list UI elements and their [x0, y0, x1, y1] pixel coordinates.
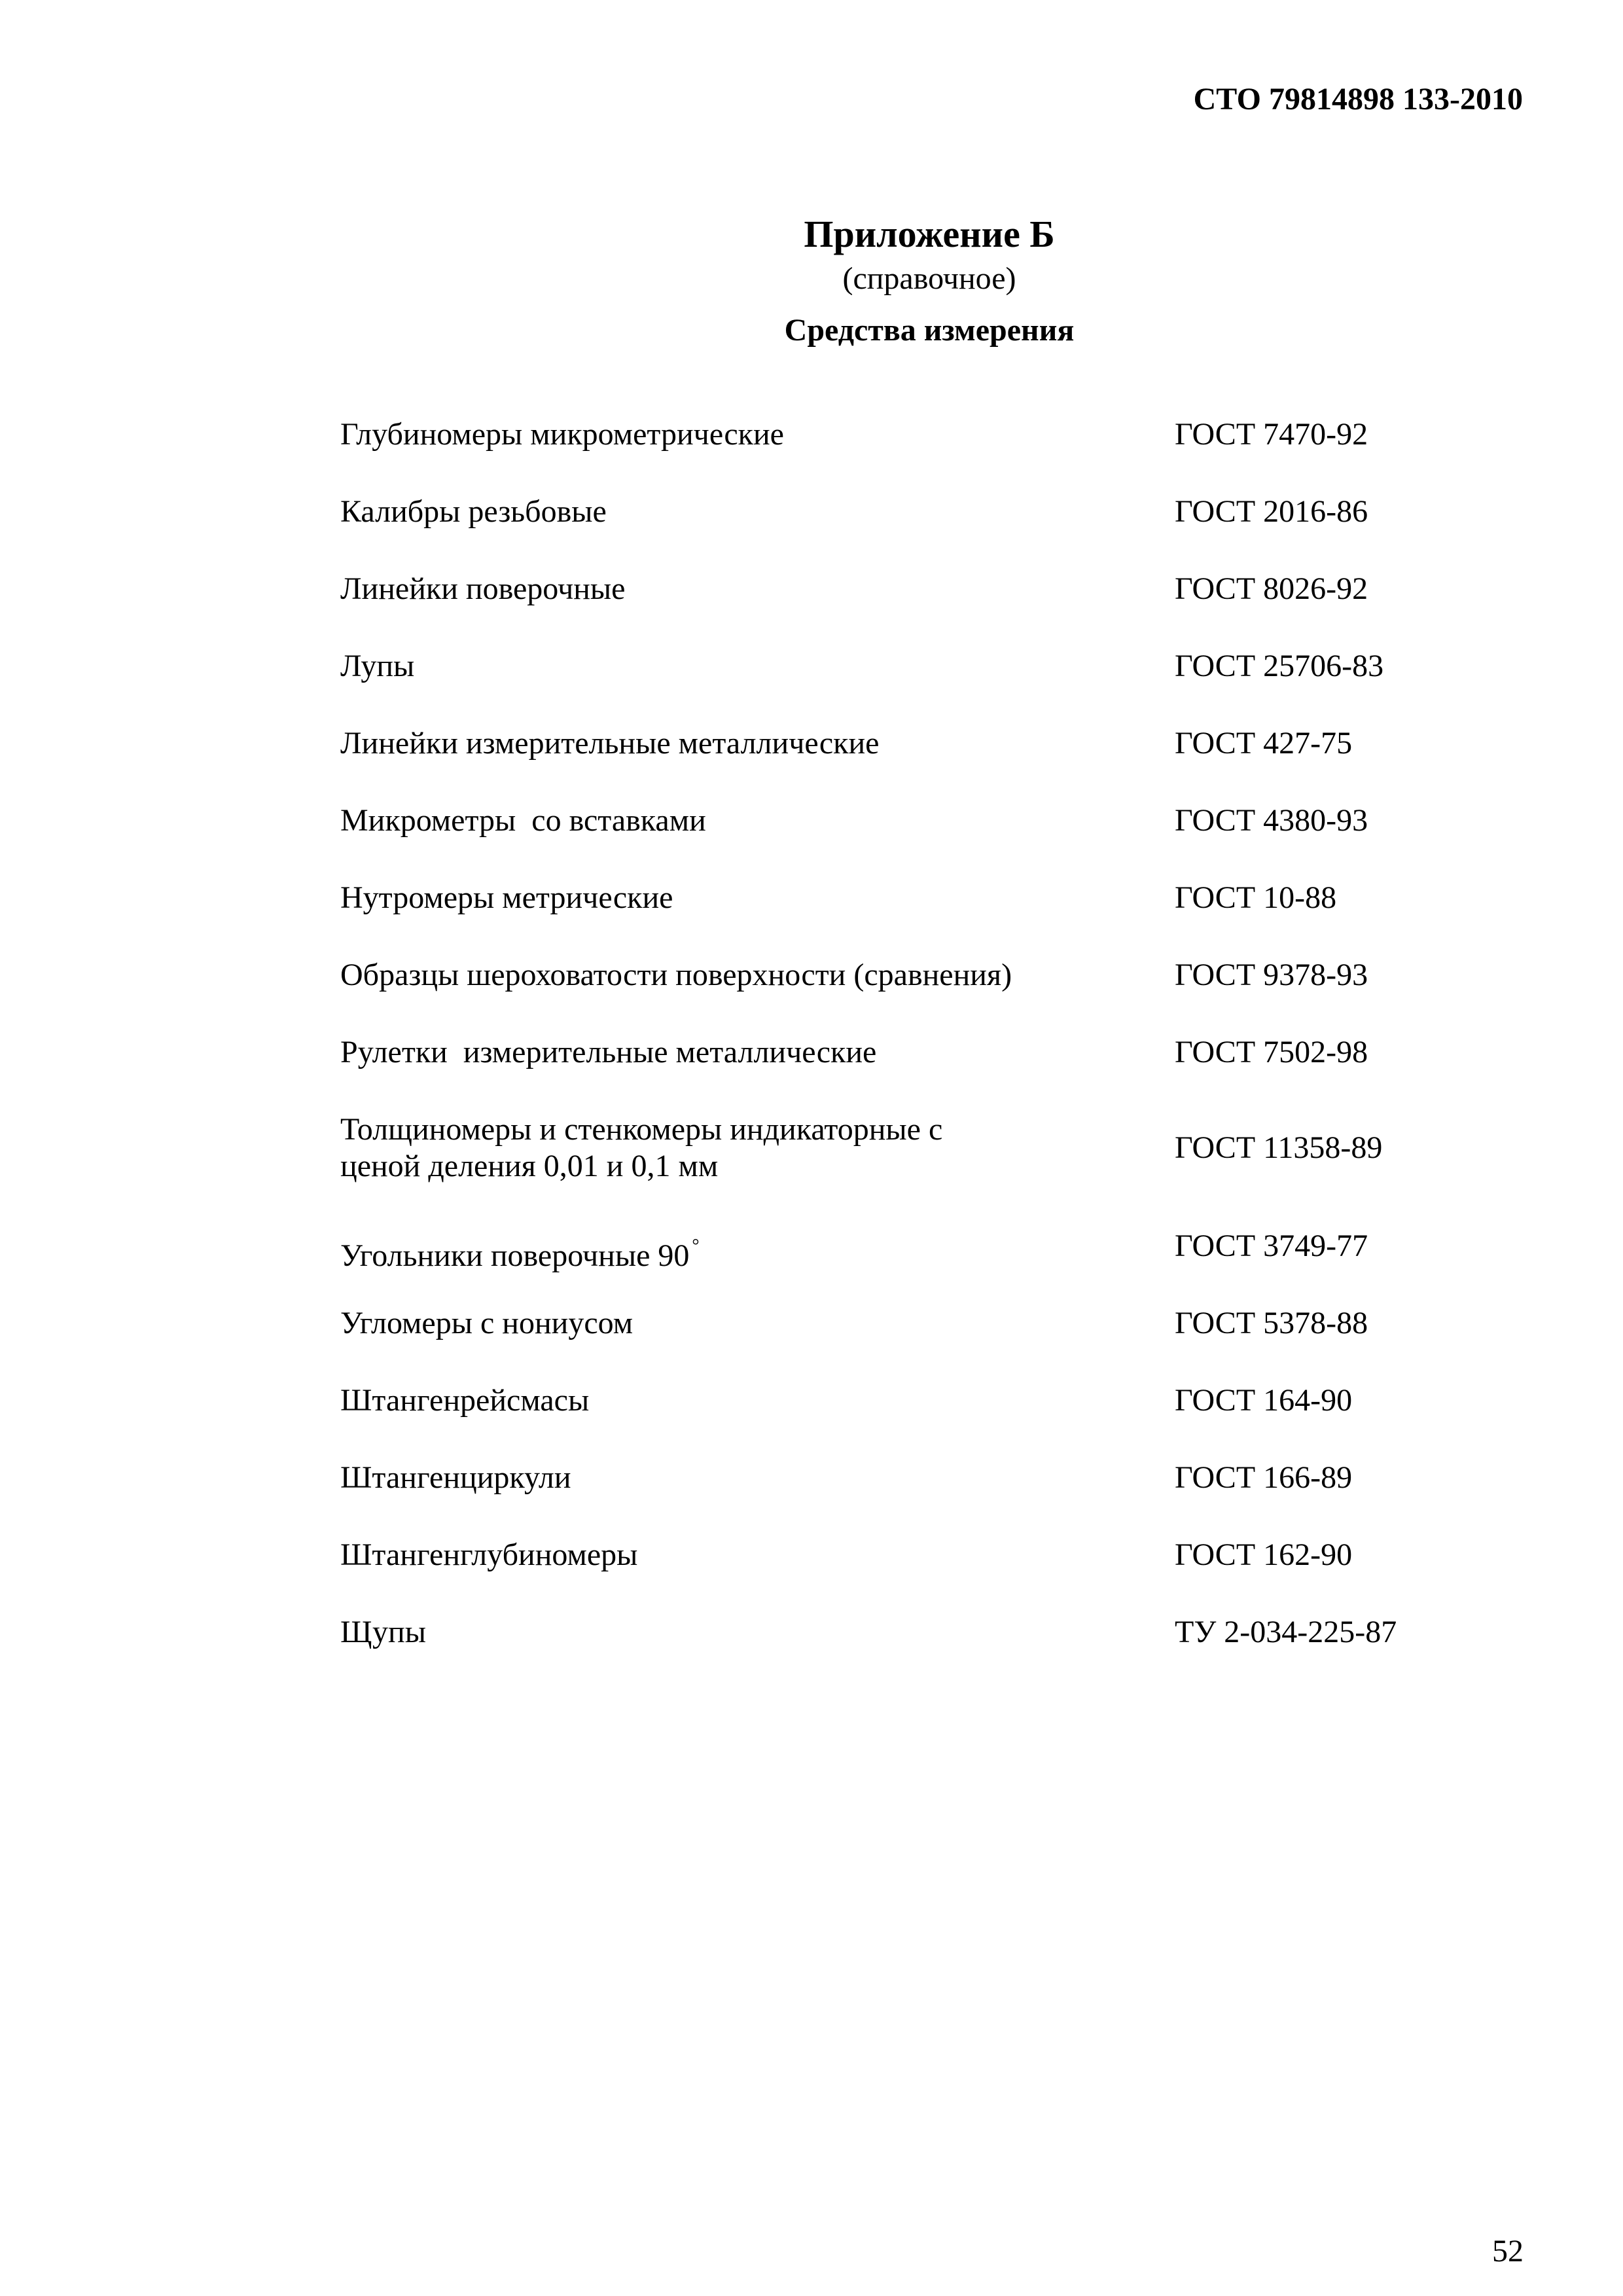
page-number: 52 — [1492, 2234, 1524, 2269]
instrument-name: Штангенциркули — [340, 1460, 571, 1495]
instrument-standard: ТУ 2-034-225-87 — [1175, 1615, 1397, 1649]
degree-sign: ° — [692, 1236, 700, 1256]
list-item — [340, 1460, 1518, 1537]
instrument-standard: ГОСТ 166-89 — [1175, 1460, 1353, 1495]
appendix-title: Приложение Б — [804, 213, 1055, 255]
instrument-name: Штангенрейсмасы — [340, 1383, 590, 1418]
list-item — [340, 725, 1518, 802]
list-item — [340, 880, 1518, 957]
instrument-name: Микрометры со вставками — [340, 803, 706, 838]
instrument-name: Рулетки измерительные металлические — [340, 1035, 877, 1069]
instrument-standard: ГОСТ 7502-98 — [1175, 1035, 1368, 1069]
instrument-name: Глубиномеры микрометрические — [340, 417, 784, 452]
measuring-instruments-list — [340, 416, 1518, 1691]
list-item — [340, 957, 1518, 1034]
instrument-name-text: Угольники поверочные 90 — [340, 1238, 690, 1273]
instrument-standard: ГОСТ 2016-86 — [1175, 494, 1368, 529]
list-item — [340, 1537, 1518, 1614]
list-item — [340, 1034, 1518, 1111]
document-code: СТО 79814898 133-2010 — [1193, 82, 1523, 117]
instrument-name: Линейки поверочные — [340, 571, 626, 606]
list-item — [340, 1305, 1518, 1382]
instrument-name: Нутромеры метрические — [340, 880, 673, 915]
instrument-standard: ГОСТ 11358-89 — [1175, 1130, 1383, 1165]
instrument-name: Щупы — [340, 1615, 426, 1649]
instrument-standard: ГОСТ 7470-92 — [1175, 417, 1368, 452]
list-item — [340, 802, 1518, 880]
instrument-standard: ГОСТ 9378-93 — [1175, 958, 1368, 992]
list-item — [340, 1228, 1518, 1305]
instrument-standard: ГОСТ 4380-93 — [1175, 803, 1368, 838]
instrument-name: Линейки измерительные металлические — [340, 726, 880, 761]
list-item — [340, 571, 1518, 648]
list-item — [340, 1382, 1518, 1460]
instrument-name: Угломеры с нониусом — [340, 1306, 633, 1340]
instrument-standard: ГОСТ 25706-83 — [1175, 649, 1384, 683]
instrument-name: Образцы шероховатости поверхности (сравнения) — [340, 958, 1012, 992]
list-item — [340, 1614, 1518, 1691]
instrument-name: Лупы — [340, 649, 415, 683]
list-item — [340, 648, 1518, 725]
instrument-name: Штангенглубиномеры — [340, 1537, 638, 1572]
instrument-standard: ГОСТ 164-90 — [1175, 1383, 1353, 1418]
instrument-name: Толщиномеры и стенкомеры индикаторные с ценой деления 0,01 и 0,1 мм — [340, 1112, 943, 1183]
appendix-subtitle: (справочное) — [842, 261, 1016, 296]
section-title: Средства измерения — [784, 313, 1075, 348]
instrument-standard: ГОСТ 3749-77 — [1175, 1229, 1368, 1263]
instrument-standard: ГОСТ 10-88 — [1175, 880, 1337, 915]
list-item — [340, 493, 1518, 571]
instrument-standard: ГОСТ 5378-88 — [1175, 1306, 1368, 1340]
instrument-name: Калибры резьбовые — [340, 494, 607, 529]
instrument-standard: ГОСТ 162-90 — [1175, 1537, 1353, 1572]
list-item — [340, 1111, 1518, 1228]
instrument-standard: ГОСТ 8026-92 — [1175, 571, 1368, 606]
instrument-standard: ГОСТ 427-75 — [1175, 726, 1353, 761]
list-item — [340, 416, 1518, 493]
instrument-name — [340, 1228, 1060, 1274]
